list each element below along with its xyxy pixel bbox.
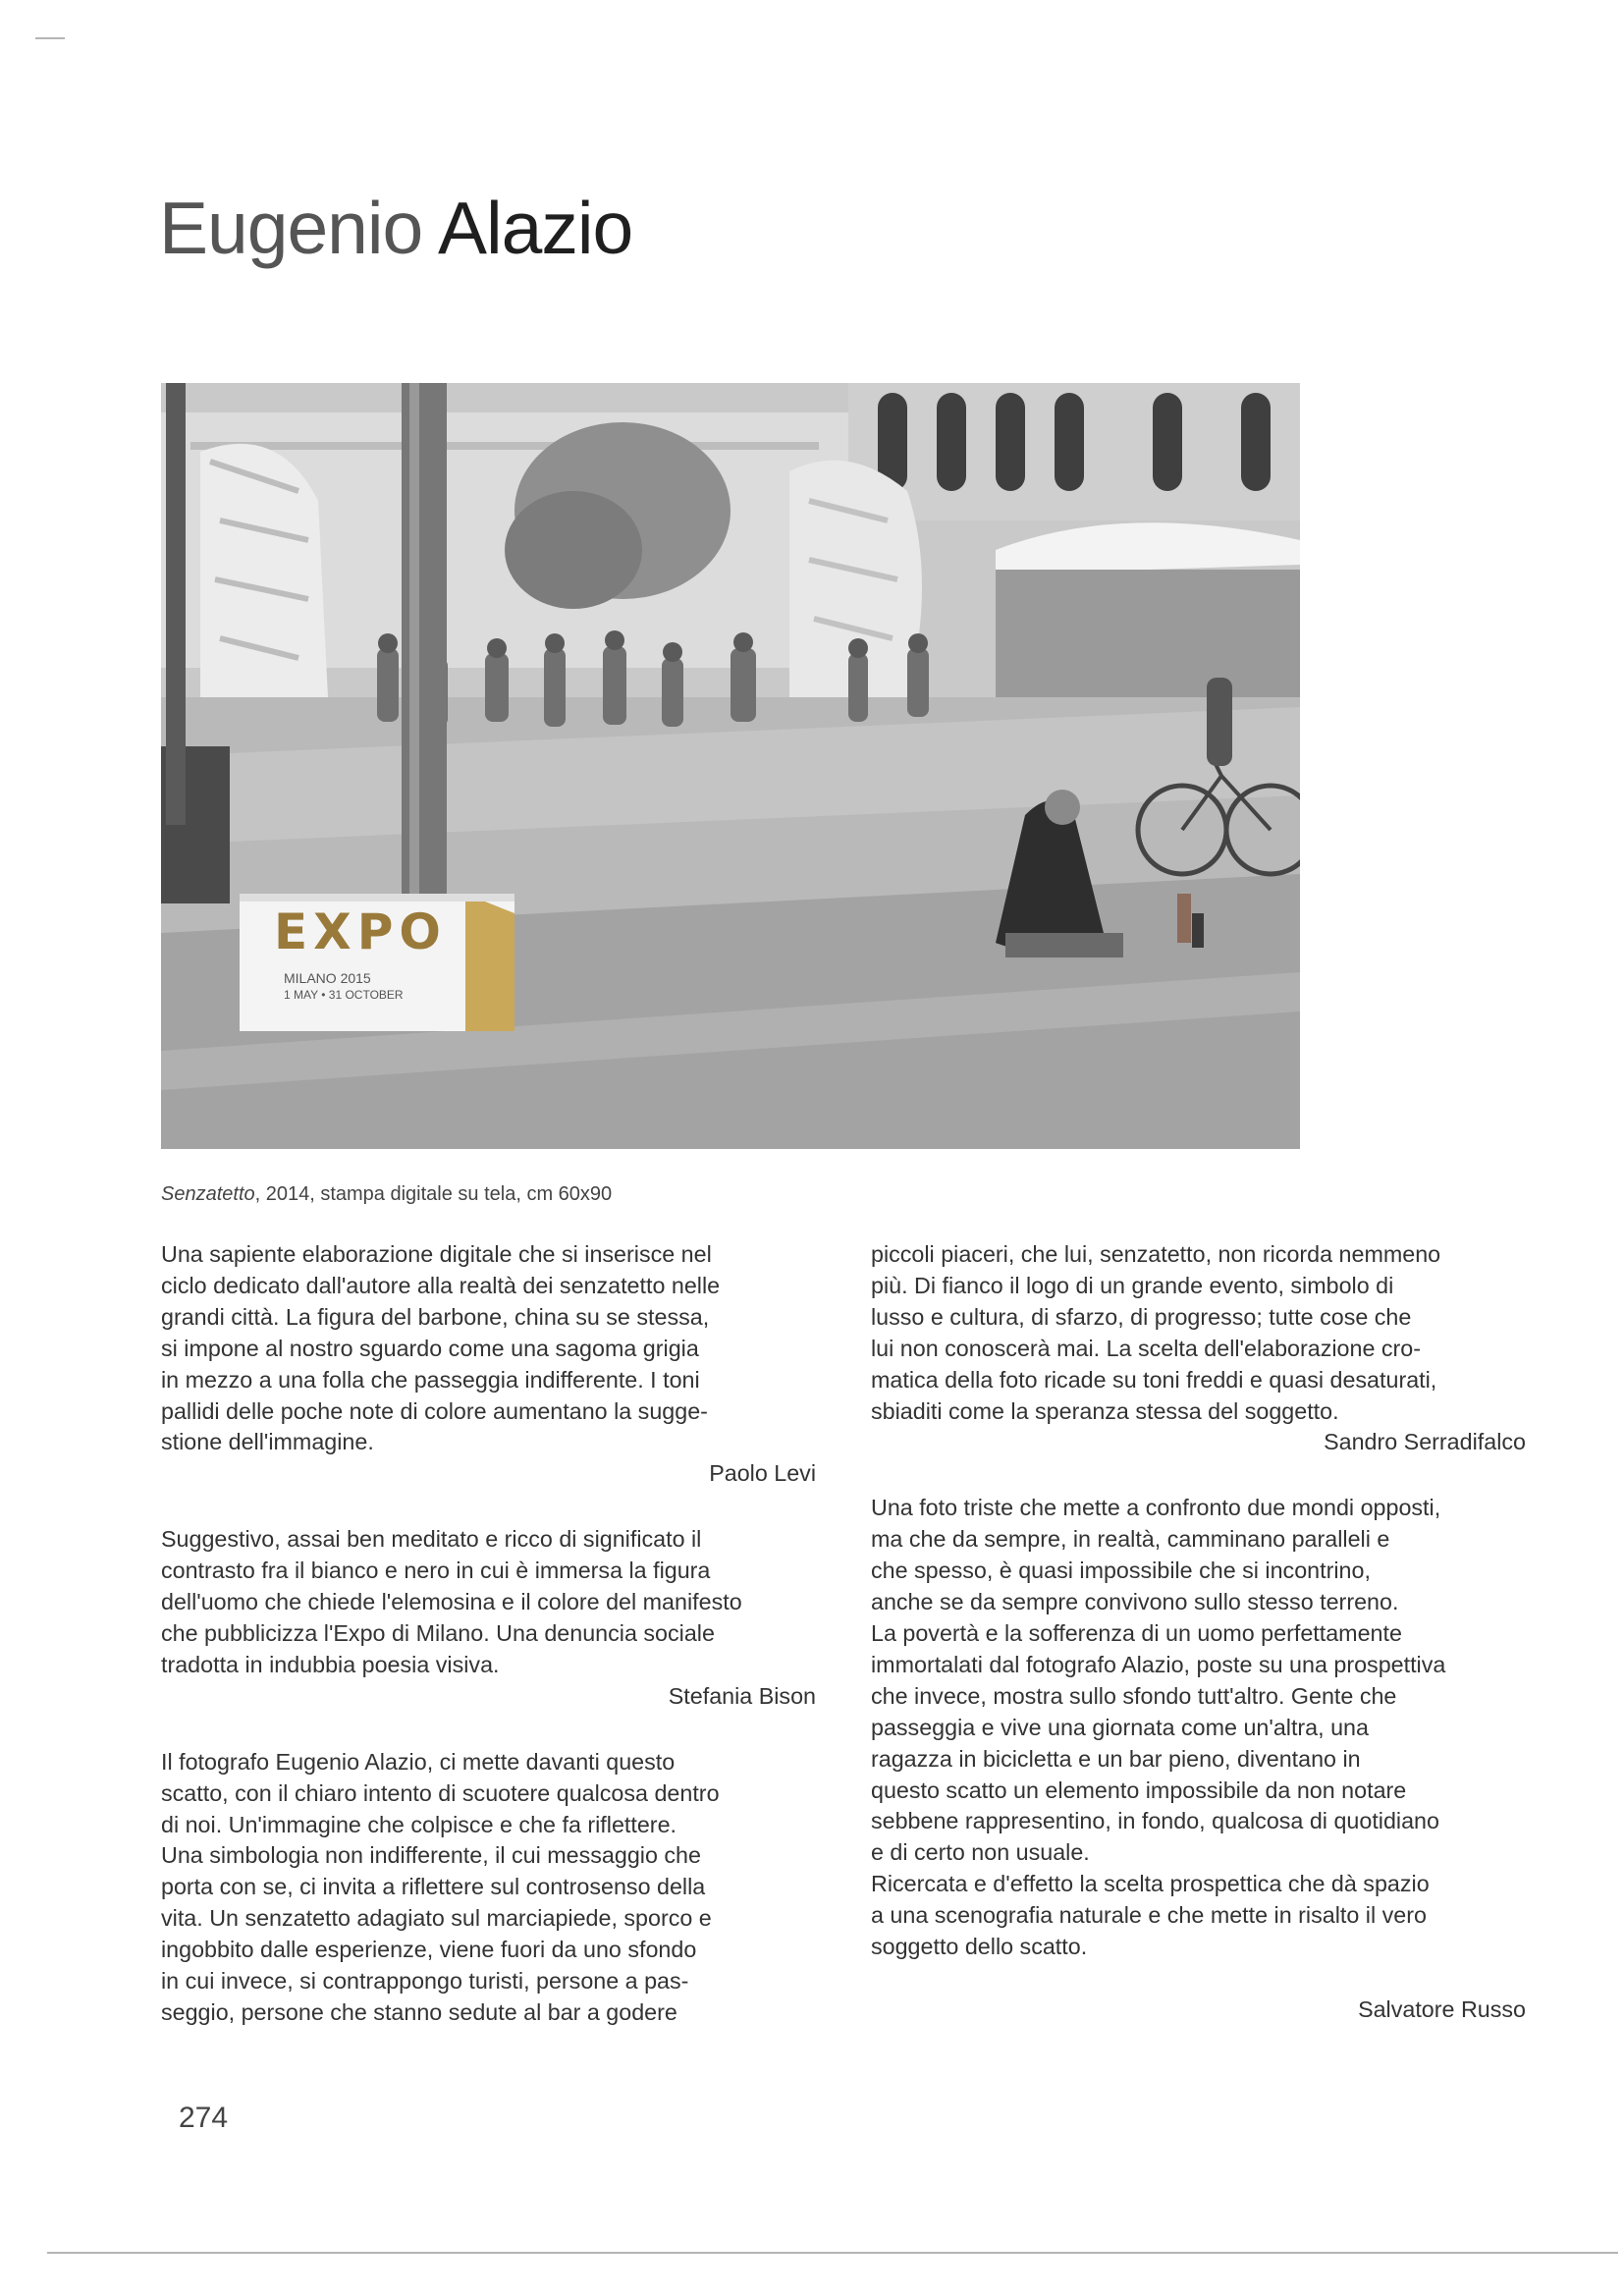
text-line: lui non conoscerà mai. La scelta dell'elaborazione cro-	[871, 1335, 1422, 1361]
text-line: Una sapiente elaborazione digitale che si inserisce nel	[161, 1241, 712, 1267]
text-line: Il fotografo Eugenio Alazio, ci mette davanti questo	[161, 1748, 676, 1775]
caption-details: , 2014, stampa digitale su tela, cm 60x90	[254, 1183, 613, 1205]
text-line: porta con se, ci invita a riflettere sul controsenso della	[161, 1874, 706, 1900]
text-line: di noi. Un'immagine che colpisce e che fa riflettere.	[161, 1811, 677, 1837]
text-line: in cui invece, si contrappongo turisti, persone a pas-	[161, 1968, 689, 1995]
review-text-russo	[871, 1493, 1526, 1963]
caption-title: Senzatetto	[161, 1183, 255, 1205]
review-text-serradifalco-part1	[161, 1747, 816, 2029]
page-number: 274	[179, 2102, 229, 2134]
text-line: matica della foto ricade su toni freddi e quasi desaturati,	[871, 1366, 1437, 1393]
author-last-name: Alazio	[437, 187, 633, 269]
review-text-levi	[161, 1239, 816, 1458]
scan-edge-line-top	[35, 37, 65, 39]
text-line: in mezzo a una folla che passeggia indifferente. I toni	[161, 1366, 700, 1393]
review-text-serradifalco-part2	[871, 1239, 1526, 1427]
scan-edge-line-bottom	[47, 2252, 1618, 2254]
text-line: lusso e cultura, di sfarzo, di progresso; tutte cose che	[871, 1303, 1412, 1330]
signature-bison: Stefania Bison	[668, 1682, 816, 1709]
signature-russo: Salvatore Russo	[1358, 1995, 1526, 2022]
text-line: ciclo dedicato dall'autore alla realtà dei senzatetto nelle	[161, 1272, 721, 1298]
text-line: soggetto dello scatto.	[871, 1934, 1088, 1960]
text-line: e di certo non usuale.	[871, 1839, 1090, 1866]
text-line: anche se da sempre convivono sullo stesso terreno.	[871, 1589, 1399, 1615]
text-line: che spesso, è quasi impossibile che si incontrino,	[871, 1558, 1371, 1584]
text-line: sebbene rappresentino, in fondo, qualcosa di quotidiano	[871, 1808, 1439, 1834]
text-line: Una simbologia non indifferente, il cui messaggio che	[161, 1842, 701, 1869]
text-line: Ricercata e d'effetto la scelta prospettica che dà spazio	[871, 1871, 1430, 1897]
right-column	[871, 1239, 1526, 2026]
left-column	[161, 1239, 816, 2029]
text-line: sbiaditi come la speranza stessa del soggetto.	[871, 1397, 1339, 1424]
text-line: questo scatto un elemento impossibile da non notare	[871, 1777, 1407, 1803]
text-line: vita. Un senzatetto adagiato sul marciapiede, sporco e	[161, 1905, 712, 1932]
text-line: scatto, con il chiaro intento di scuotere qualcosa dentro	[161, 1779, 720, 1806]
expo-subtitle-city: MILANO 2015	[284, 970, 371, 986]
signature-serradifalco: Sandro Serradifalco	[1324, 1429, 1526, 1455]
text-line: grandi città. La figura del barbone, china su se stessa,	[161, 1303, 710, 1330]
photo-caption	[161, 1183, 1045, 1206]
expo-logo: EXPO	[274, 903, 447, 960]
text-line: ragazza in bicicletta e un bar pieno, diventano in	[871, 1745, 1361, 1772]
text-line: ingobbito dalle esperienze, viene fuori da uno sfondo	[161, 1937, 697, 1963]
text-line: Suggestivo, assai ben meditato e ricco di significato il	[161, 1526, 702, 1553]
text-line: ma che da sempre, in realtà, camminano paralleli e	[871, 1526, 1390, 1553]
review-text-bison	[161, 1524, 816, 1681]
text-line: tradotta in indubbia poesia visiva.	[161, 1651, 500, 1677]
text-line: immortalati dal fotografo Alazio, poste su una prospettiva	[871, 1651, 1446, 1677]
text-line: si impone al nostro sguardo come una sagoma grigia	[161, 1335, 699, 1361]
text-line: contrasto fra il bianco e nero in cui è immersa la figura	[161, 1558, 711, 1584]
text-line: che pubblicizza l'Expo di Milano. Una denuncia sociale	[161, 1619, 715, 1646]
text-line: La povertà e la sofferenza di un uomo perfettamente	[871, 1619, 1402, 1646]
text-line: che invece, mostra sullo sfondo tutt'altro. Gente che	[871, 1682, 1397, 1709]
text-line: stione dell'immagine.	[161, 1429, 374, 1455]
text-line: Una foto triste che mette a confronto due mondi opposti,	[871, 1495, 1441, 1521]
artwork-photo	[161, 383, 1300, 1149]
text-line: piccoli piaceri, che lui, senzatetto, non ricorda nemmeno	[871, 1241, 1441, 1267]
article-title	[159, 187, 633, 269]
expo-subtitle-dates: 1 MAY • 31 OCTOBER	[284, 988, 404, 1002]
text-line: a una scenografia naturale e che mette in risalto il vero	[871, 1902, 1427, 1929]
text-line: seggio, persone che stanno sedute al bar a godere	[161, 1998, 677, 2025]
signature-levi: Paolo Levi	[709, 1460, 816, 1487]
text-line: più. Di fianco il logo di un grande evento, simbolo di	[871, 1272, 1394, 1298]
author-first-name: Eugenio	[159, 187, 423, 269]
text-line: pallidi delle poche note di colore aumentano la sugge-	[161, 1397, 708, 1424]
text-line: dell'uomo che chiede l'elemosina e il colore del manifesto	[161, 1589, 742, 1615]
text-line: passeggia e vive una giornata come un'altra, una	[871, 1714, 1369, 1740]
